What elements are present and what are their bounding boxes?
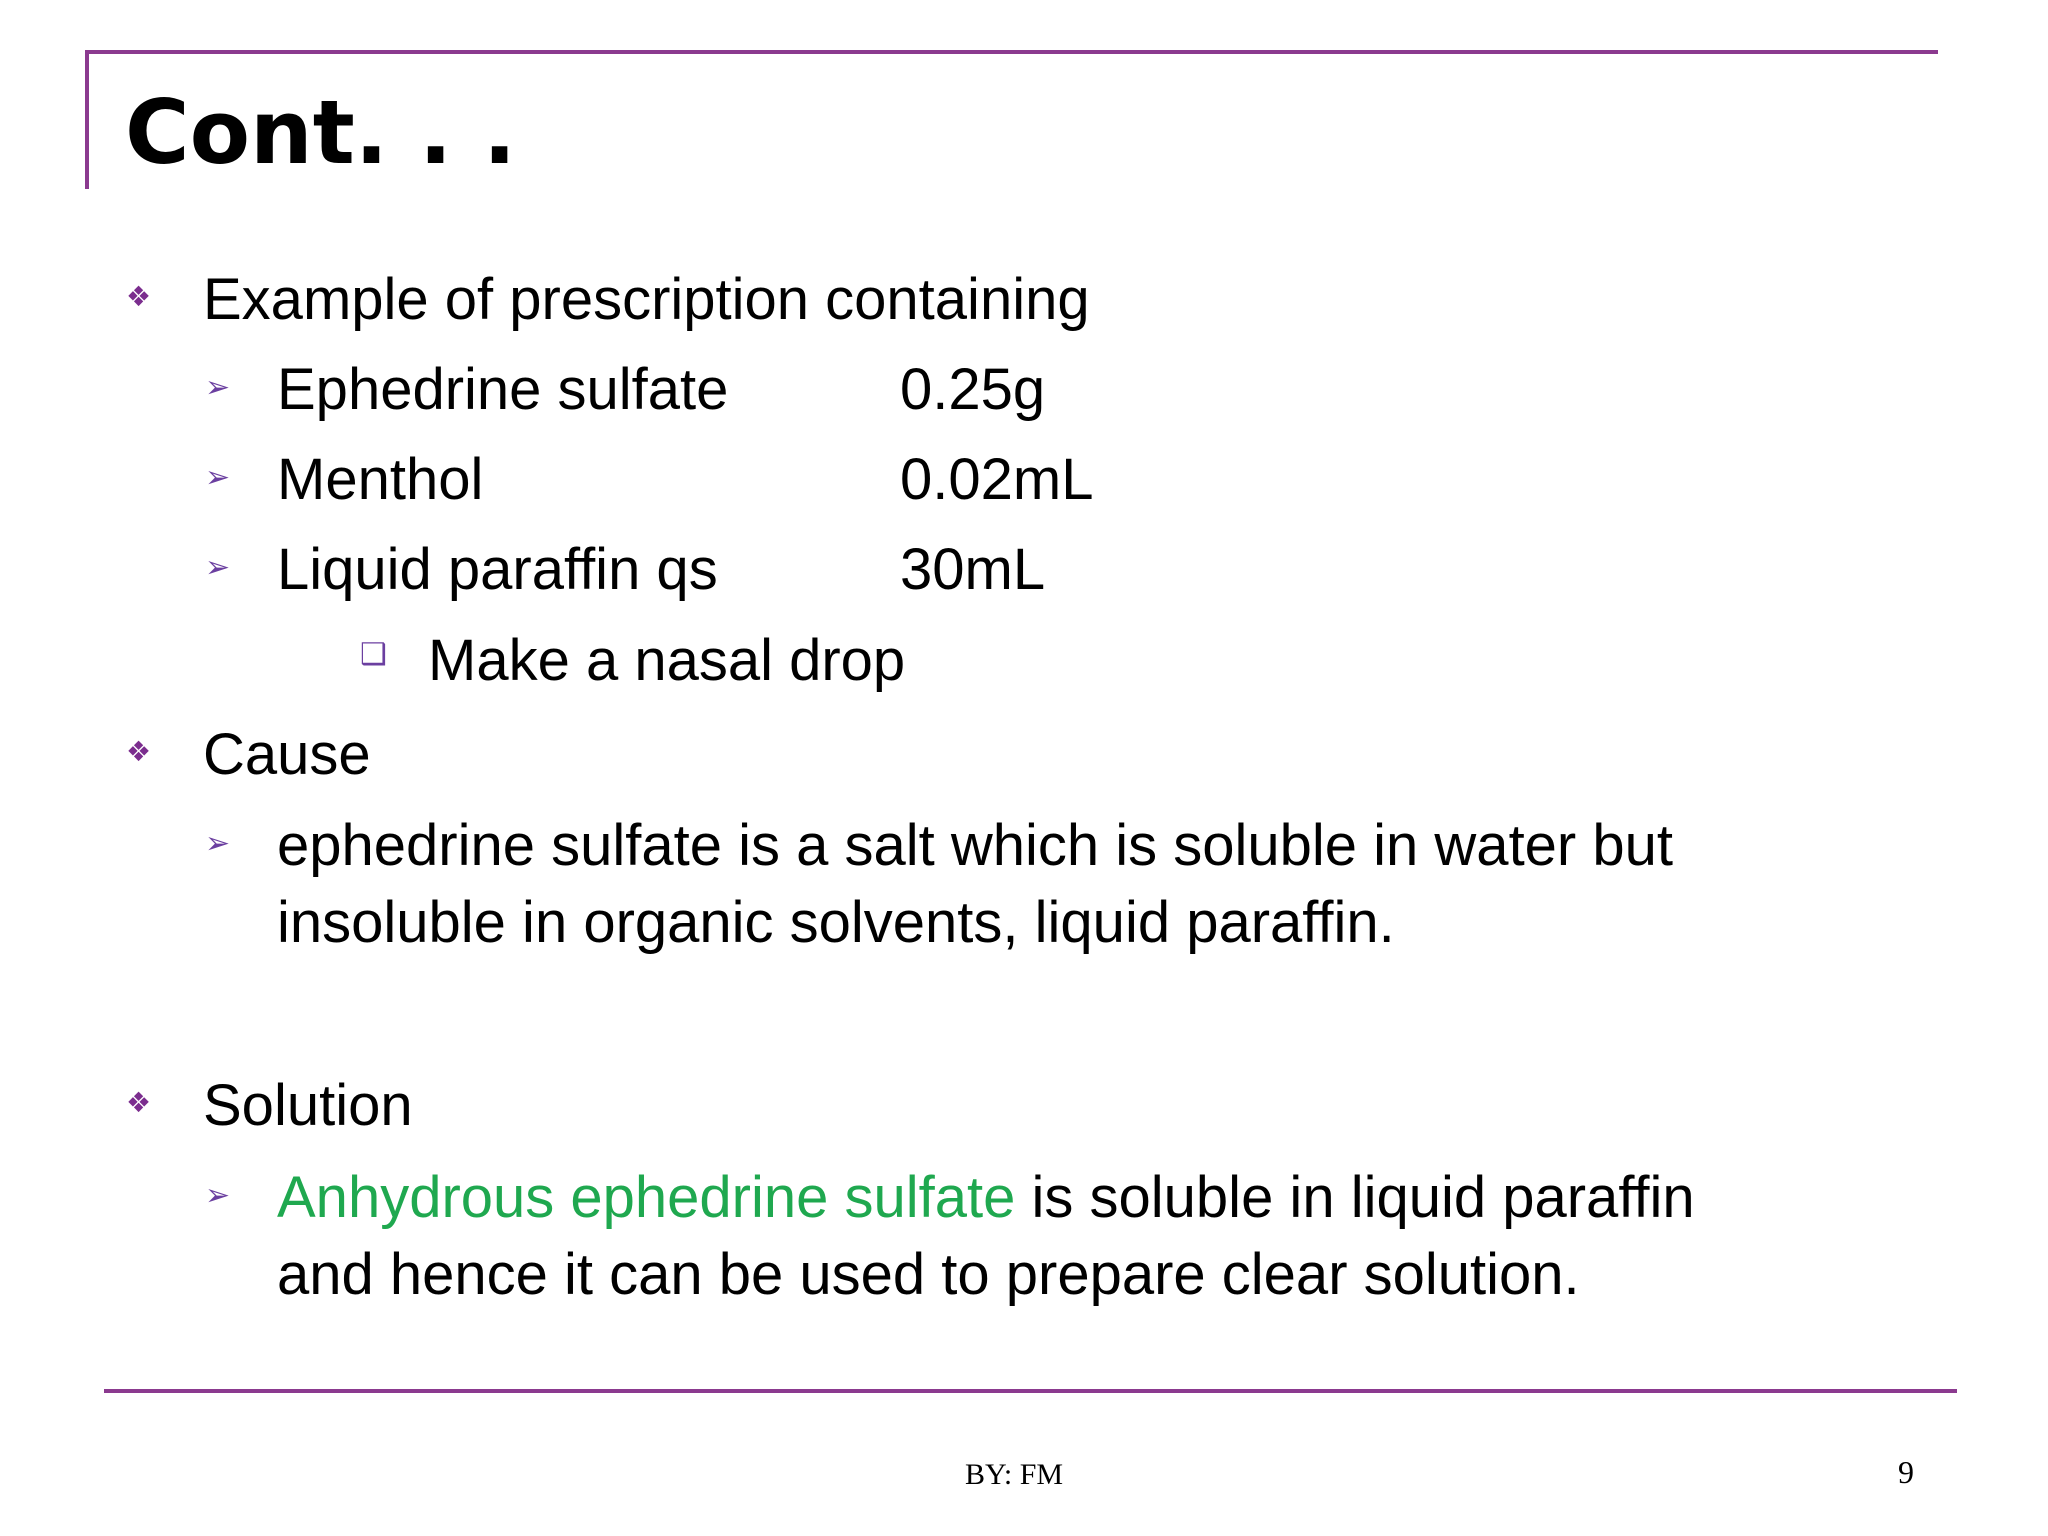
solution-text-rest: is soluble in liquid paraffin (1015, 1165, 1695, 1230)
ingredient-amount: 0.25g (900, 357, 1046, 422)
title-frame-top-rule (85, 50, 1938, 54)
sub-item-instruction: Make a nasal drop (428, 628, 906, 693)
arrowhead-icon: ➢ (205, 460, 231, 495)
cause-text-line: ephedrine sulfate is a salt which is soluble in water but (277, 813, 1673, 878)
ingredient-amount: 0.02mL (900, 447, 1094, 512)
section-heading-cause: Cause (203, 722, 371, 787)
section-heading-solution: Solution (203, 1073, 413, 1138)
footer-rule (104, 1389, 1957, 1393)
diamond-cluster-icon: ❖ (126, 1086, 152, 1119)
arrowhead-icon: ➢ (205, 370, 231, 405)
solution-text-line: and hence it can be used to prepare clear solution. (277, 1242, 1580, 1307)
section-heading-example: Example of prescription containing (203, 267, 1090, 332)
arrowhead-icon: ➢ (205, 1178, 231, 1213)
ingredient-name: Menthol (277, 447, 484, 512)
solution-text-line (277, 1160, 1695, 1236)
page-number: 9 (1898, 1454, 1914, 1490)
diamond-cluster-icon: ❖ (126, 280, 152, 313)
diamond-cluster-icon: ❖ (126, 735, 152, 768)
arrowhead-icon: ➢ (205, 826, 231, 861)
ingredient-name: Liquid paraffin qs (277, 537, 718, 602)
ingredient-amount: 30mL (900, 537, 1046, 602)
ingredient-name: Ephedrine sulfate (277, 357, 729, 422)
slide-title: Cont. . . (125, 81, 517, 184)
cause-text-line: insoluble in organic solvents, liquid paraffin. (277, 890, 1395, 955)
footer-author: BY: FM (964, 1458, 1064, 1491)
title-frame-left-rule (85, 50, 89, 189)
hollow-square-icon: ❑ (360, 637, 387, 672)
arrowhead-icon: ➢ (205, 550, 231, 585)
highlighted-term: Anhydrous ephedrine sulfate (277, 1165, 1016, 1230)
